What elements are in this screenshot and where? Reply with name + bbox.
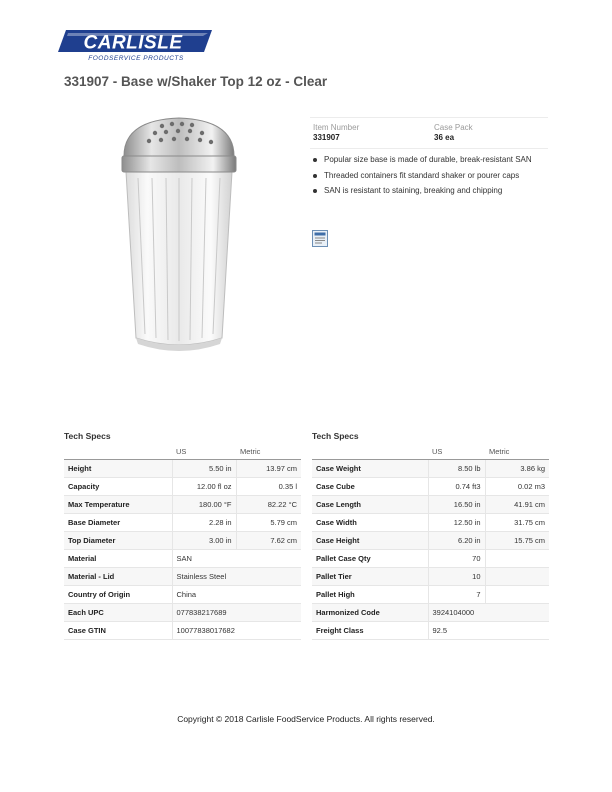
spec-label: Case GTIN — [64, 622, 172, 640]
spec-label: Max Temperature — [64, 496, 172, 514]
spec-metric: 13.97 cm — [236, 460, 301, 478]
spec-label: Material - Lid — [64, 568, 172, 586]
spec-metric: 3.86 kg — [485, 460, 549, 478]
table-row — [312, 622, 549, 640]
table-row — [64, 550, 301, 568]
spec-label: Case Length — [312, 496, 428, 514]
spec-label: Freight Class — [312, 622, 428, 640]
table-row — [312, 478, 549, 496]
item-number-value: 331907 — [313, 133, 340, 142]
spec-label: Pallet High — [312, 586, 428, 604]
spec-label: Height — [64, 460, 172, 478]
case-pack-label: Case Pack — [434, 123, 473, 132]
product-title: 331907 - Base w/Shaker Top 12 oz - Clear — [64, 74, 328, 89]
spec-label: Pallet Case Qty — [312, 550, 428, 568]
spec-us: 5.50 in — [172, 460, 236, 478]
spec-metric: 31.75 cm — [485, 514, 549, 532]
table-row — [64, 532, 301, 550]
spec-us: 10 — [428, 568, 485, 586]
table-row — [64, 460, 301, 478]
spec-value: 92.5 — [428, 622, 549, 640]
spec-metric — [485, 568, 549, 586]
spec-us: 7 — [428, 586, 485, 604]
spec-label: Top Diameter — [64, 532, 172, 550]
col-metric: Metric — [236, 444, 301, 460]
spec-value: Stainless Steel — [172, 568, 301, 586]
col-us: US — [428, 444, 485, 460]
spec-label: Case Cube — [312, 478, 428, 496]
table-row — [64, 604, 301, 622]
table-row — [64, 478, 301, 496]
spec-label: Base Diameter — [64, 514, 172, 532]
table-row — [312, 568, 549, 586]
spec-label: Case Width — [312, 514, 428, 532]
spec-metric: 0.35 l — [236, 478, 301, 496]
document-icon[interactable] — [312, 230, 328, 247]
spec-us: 12.50 in — [428, 514, 485, 532]
spec-metric: 0.02 m3 — [485, 478, 549, 496]
item-number-label: Item Number — [313, 123, 360, 132]
table-row — [312, 496, 549, 514]
spec-us: 8.50 lb — [428, 460, 485, 478]
col-label — [64, 444, 172, 460]
feature-list — [312, 155, 532, 202]
spec-metric: 41.91 cm — [485, 496, 549, 514]
tech-specs-title: Tech Specs — [312, 431, 359, 441]
item-info — [310, 117, 548, 149]
spec-label: Each UPC — [64, 604, 172, 622]
table-row — [312, 532, 549, 550]
copyright-footer: Copyright © 2018 Carlisle FoodService Products. All rights reserved. — [177, 714, 435, 724]
table-row — [312, 550, 549, 568]
logo-tagline: FOODSERVICE PRODUCTS — [88, 55, 184, 62]
col-us: US — [172, 444, 236, 460]
table-row — [312, 460, 549, 478]
spec-label: Country of Origin — [64, 586, 172, 604]
table-row — [64, 622, 301, 640]
spec-value: 10077838017682 — [172, 622, 301, 640]
table-row — [312, 604, 549, 622]
case-pack-value: 36 ea — [434, 133, 455, 142]
tech-specs-table-product — [64, 444, 301, 640]
spec-label: Capacity — [64, 478, 172, 496]
spec-metric — [485, 550, 549, 568]
feature-item: Popular size base is made of durable, break-resistant SAN — [312, 155, 532, 165]
spec-us: 3.00 in — [172, 532, 236, 550]
spec-value: China — [172, 586, 301, 604]
spec-metric: 5.79 cm — [236, 514, 301, 532]
table-row — [312, 514, 549, 532]
spec-value: 077838217689 — [172, 604, 301, 622]
spec-label: Material — [64, 550, 172, 568]
tech-specs-table-case — [312, 444, 549, 640]
table-row — [64, 514, 301, 532]
spec-metric: 7.62 cm — [236, 532, 301, 550]
table-row — [64, 496, 301, 514]
table-row — [312, 586, 549, 604]
feature-item: Threaded containers fit standard shaker or pourer caps — [312, 171, 532, 181]
spec-us: 2.28 in — [172, 514, 236, 532]
spec-us: 70 — [428, 550, 485, 568]
tech-specs-title: Tech Specs — [64, 431, 111, 441]
logo-text: CARLISLE — [83, 32, 183, 54]
table-row — [64, 586, 301, 604]
carlisle-logo — [58, 28, 214, 64]
spec-metric: 15.75 cm — [485, 532, 549, 550]
spec-value: SAN — [172, 550, 301, 568]
product-image — [118, 112, 240, 358]
feature-item: SAN is resistant to staining, breaking and chipping — [312, 186, 532, 196]
spec-label: Harmonized Code — [312, 604, 428, 622]
spec-label: Case Height — [312, 532, 428, 550]
spec-us: 12.00 fl oz — [172, 478, 236, 496]
spec-us: 16.50 in — [428, 496, 485, 514]
col-metric: Metric — [485, 444, 549, 460]
spec-us: 0.74 ft3 — [428, 478, 485, 496]
table-row — [64, 568, 301, 586]
spec-metric: 82.22 °C — [236, 496, 301, 514]
spec-us: 6.20 in — [428, 532, 485, 550]
spec-metric — [485, 586, 549, 604]
spec-us: 180.00 °F — [172, 496, 236, 514]
spec-label: Case Weight — [312, 460, 428, 478]
col-label — [312, 444, 428, 460]
spec-value: 3924104000 — [428, 604, 549, 622]
spec-label: Pallet Tier — [312, 568, 428, 586]
